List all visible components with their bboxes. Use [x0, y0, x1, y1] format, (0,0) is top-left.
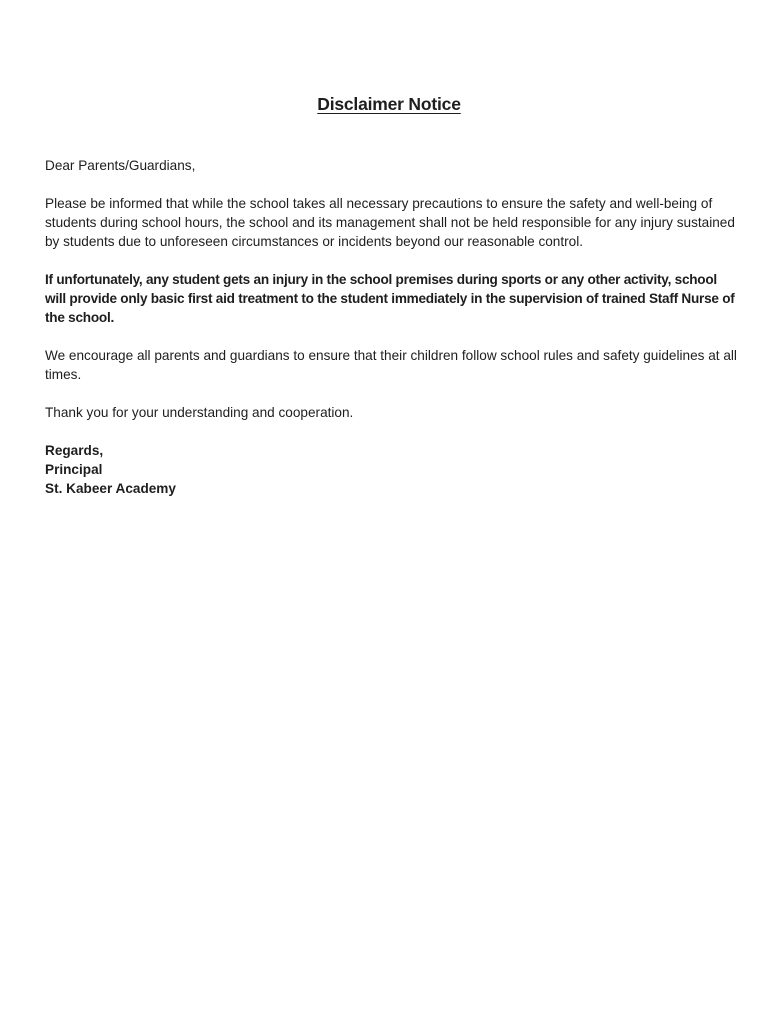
organization-line: St. Kabeer Academy	[45, 481, 176, 496]
designation-line: Principal	[45, 462, 103, 477]
regards-line: Regards,	[45, 443, 104, 458]
disclaimer-paragraph: Please be informed that while the school takes all necessary precautions to ensure the safety and well-being of students during school hours, the school and its management shall not be held responsible for any injury sustained by students due to unforeseen circumstances or incidents beyond our reasonable control.	[45, 196, 735, 249]
page-title: Disclaimer Notice	[317, 94, 461, 114]
signature-block	[45, 441, 740, 498]
salutation: Dear Parents/Guardians,	[45, 158, 196, 173]
first-aid-paragraph: If unfortunately, any student gets an injury in the school premises during sports or any other activity, school will provide only basic first aid treatment to the student immediately in the supervision of trained Staff Nurse of the school.	[45, 272, 735, 325]
encouragement-paragraph: We encourage all parents and guardians to ensure that their children follow school rules and safety guidelines at all times.	[45, 348, 737, 382]
document-body	[45, 156, 740, 498]
thanks-line: Thank you for your understanding and cooperation.	[45, 405, 354, 420]
